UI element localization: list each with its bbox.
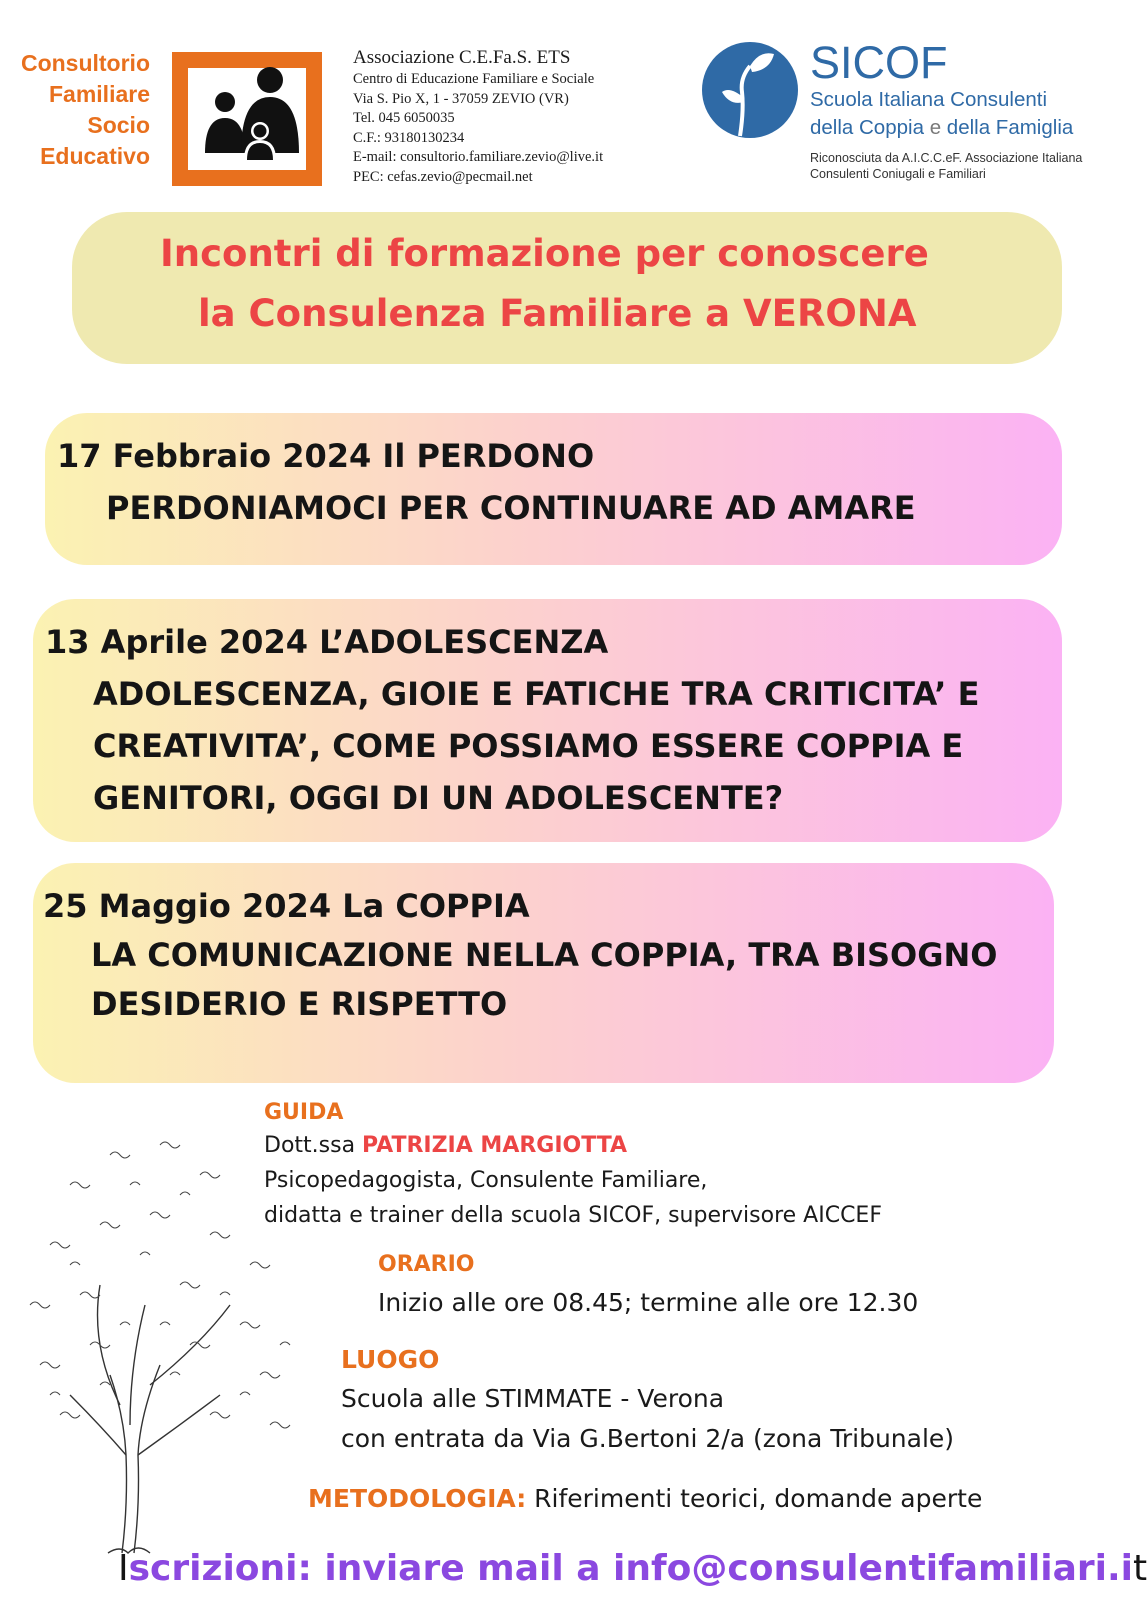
event-description: GENITORI, OGGI DI UN ADOLESCENTE?: [93, 779, 784, 817]
event-description: LA COMUNICAZIONE NELLA COPPIA, TRA BISOGNO: [91, 936, 998, 974]
iscrizioni-first-letter: I: [118, 1548, 129, 1589]
orario-label: ORARIO: [378, 1252, 475, 1277]
title-line: la Consulenza Familiare a VERONA: [198, 292, 917, 335]
sicof-sub-line: Scuola Italiana Consulenti: [810, 88, 1048, 111]
association-pec: PEC: cefas.zevio@pecmail.net: [353, 168, 533, 185]
event-card: [45, 413, 1062, 565]
association-email: E-mail: consultorio.familiare.zevio@live.it: [353, 149, 604, 165]
event-date-topic: 25 Maggio 2024 La COPPIA: [43, 887, 530, 925]
association-address: Via S. Pio X, 1 - 37059 ZEVIO (VR): [353, 90, 569, 107]
cfse-text-line: Consultorio: [20, 50, 150, 76]
sicof-sprout-logo-icon: [700, 40, 800, 140]
event-description: ADOLESCENZA, GIOIE E FATICHE TRA CRITICITA’ E: [93, 675, 980, 713]
sicof-sub-line: [810, 114, 1073, 142]
iscrizioni-text: scrizioni: inviare mail a info@consulentifamiliari.i: [128, 1548, 1133, 1589]
sicof-title: SICOF: [810, 37, 948, 88]
cfse-text-line: Educativo: [40, 143, 150, 169]
event-description: CREATIVITA’, COME POSSIAMO ESSERE COPPIA E: [93, 727, 964, 765]
title-box: [72, 212, 1062, 364]
event-card: [33, 863, 1054, 1083]
event-description: DESIDERIO E RISPETTO: [91, 985, 508, 1023]
iscrizioni-last-letter: t: [1132, 1548, 1147, 1589]
cfse-text-line: Socio: [87, 112, 150, 138]
sicof-sub-part: della Famiglia: [946, 116, 1074, 139]
luogo-address: con entrata da Via G.Bertoni 2/a (zona Tribunale): [341, 1424, 955, 1453]
iscrizioni-line: [118, 1548, 1147, 1589]
guida-name-line: [264, 1133, 627, 1158]
sicof-subtitle: [810, 86, 1073, 142]
association-line: Centro di Educazione Familiare e Sociale: [353, 71, 595, 87]
cfse-logo-text: [8, 48, 150, 172]
metodologia-text: Riferimenti teorici, domande aperte: [526, 1484, 983, 1513]
association-name: Associazione C.E.Fa.S. ETS: [353, 47, 571, 68]
event-date-topic: 17 Febbraio 2024 Il PERDONO: [57, 437, 595, 475]
metodologia-line: [308, 1484, 982, 1513]
luogo-label: LUOGO: [341, 1345, 440, 1374]
event-description: PERDONIAMOCI PER CONTINUARE AD AMARE: [106, 489, 916, 527]
family-logo-icon: [172, 52, 322, 186]
association-info: [353, 46, 603, 187]
guida-prefix: Dott.ssa: [264, 1133, 363, 1158]
sicof-sub-part: e: [929, 116, 942, 139]
guida-label: GUIDA: [264, 1100, 344, 1125]
sicof-recognition-note: [810, 150, 1082, 182]
guida-credentials: didatta e trainer della scuola SICOF, supervisore AICCEF: [264, 1203, 882, 1228]
guida-role: Psicopedagogista, Consulente Familiare,: [264, 1168, 708, 1193]
sicof-note-line: Riconosciuta da A.I.C.C.eF. Associazione Italiana: [810, 151, 1083, 165]
event-date-topic: 13 Aprile 2024 L’ADOLESCENZA: [45, 623, 609, 661]
association-phone: Tel. 045 6050035: [353, 110, 455, 126]
association-cf: C.F.: 93180130234: [353, 129, 465, 146]
title-line: Incontri di formazione per conoscere: [160, 232, 929, 275]
event-card: [33, 599, 1062, 842]
sicof-note-line: Consulenti Coniugali e Familiari: [810, 167, 986, 181]
sicof-sub-part: della Coppia: [810, 116, 924, 139]
guida-name: PATRIZIA MARGIOTTA: [362, 1133, 628, 1158]
metodologia-label: METODOLOGIA:: [308, 1484, 527, 1513]
cfse-text-line: Familiare: [49, 81, 150, 107]
orario-text: Inizio alle ore 08.45; termine alle ore 12.30: [378, 1288, 919, 1317]
luogo-line: Scuola alle STIMMATE - Verona: [341, 1384, 725, 1413]
